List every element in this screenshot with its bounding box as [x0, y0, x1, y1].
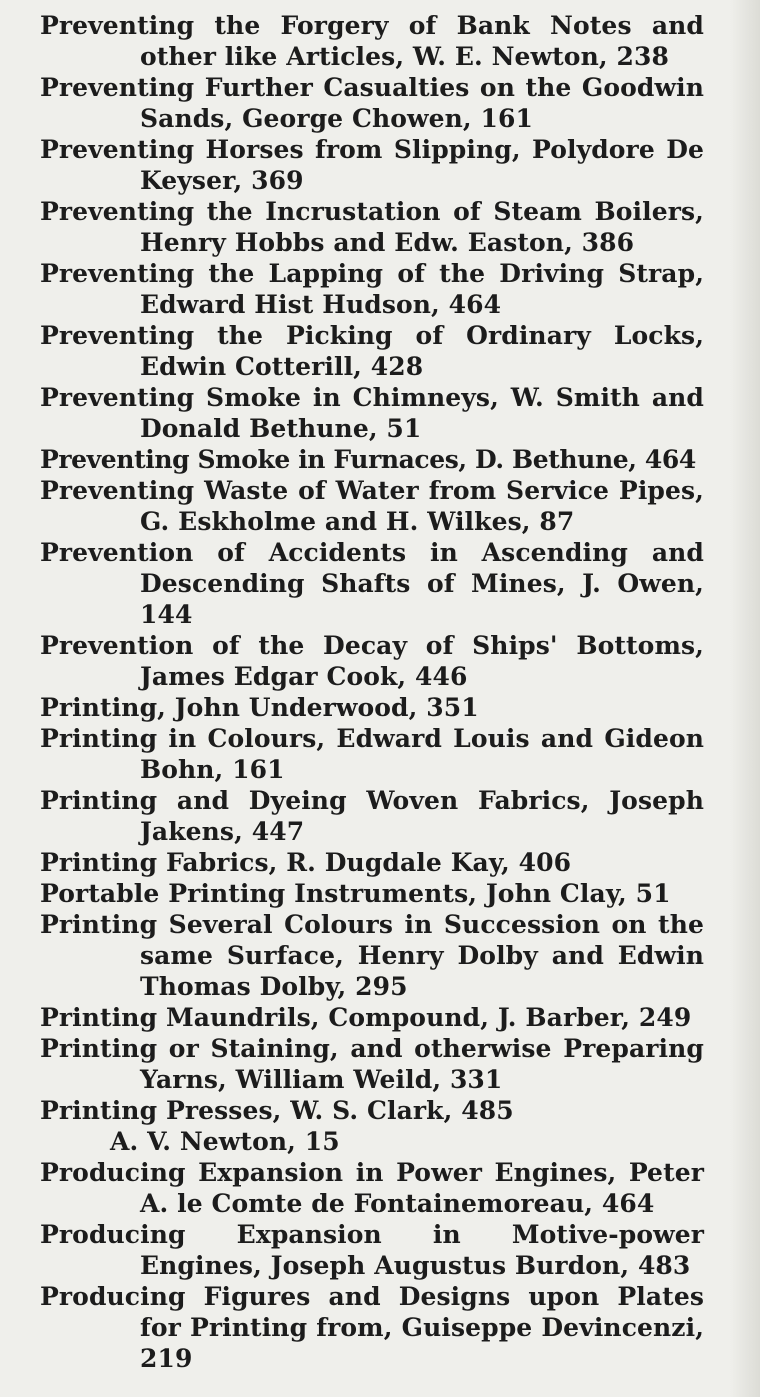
index-entry: Preventing the Picking of Ordinary Locks, Edwin Cotterill, 428 — [40, 321, 704, 381]
index-entry: Producing Expansion in Motive-power Engines, Joseph Augustus Burdon, 483 — [40, 1220, 704, 1280]
index-entry: Prevention of the Decay of Ships' Bottoms, James Edgar Cook, 446 — [40, 631, 704, 691]
index-entry: Printing and Dyeing Woven Fabrics, Joseph Jakens, 447 — [40, 786, 704, 846]
page-edge-shadow — [730, 0, 760, 1397]
index-entry: Preventing the Incrustation of Steam Boilers, Henry Hobbs and Edw. Easton, 386 — [40, 197, 704, 257]
index-entry: Portable Printing Instruments, John Clay, 51 — [40, 879, 671, 908]
index-entry: Preventing the Forgery of Bank Notes and other like Articles, W. E. Newton, 238 — [40, 11, 704, 71]
index-entry: Producing Figures and Designs upon Plates for Printing from, Guiseppe Devincenzi, 219 — [40, 1282, 704, 1373]
index-entry: Preventing Waste of Water from Service Pipes, G. Eskholme and H. Wilkes, 87 — [40, 476, 704, 536]
index-entry: Printing Several Colours in Succession on the same Surface, Henry Dolby and Edwin Thomas Dolby, 295 — [40, 910, 704, 1001]
index-entry: Preventing Horses from Slipping, Polydore De Keyser, 369 — [40, 135, 704, 195]
index-entry-continuation: A. V. Newton, 15 — [110, 1127, 340, 1156]
index-entry: Printing Maundrils, Compound, J. Barber, 249 — [40, 1003, 692, 1032]
index-entry: Producing Expansion in Power Engines, Peter A. le Comte de Fontainemoreau, 464 — [40, 1158, 704, 1218]
index-page — [40, 10, 704, 1374]
index-entry: Preventing Further Casualties on the Goodwin Sands, George Chowen, 161 — [40, 73, 704, 133]
index-entry: Printing Presses, W. S. Clark, 485 — [40, 1096, 514, 1125]
index-entry: Printing in Colours, Edward Louis and Gideon Bohn, 161 — [40, 724, 704, 784]
index-entry: Printing, John Underwood, 351 — [40, 693, 479, 722]
index-entry: Preventing the Lapping of the Driving Strap, Edward Hist Hudson, 464 — [40, 259, 704, 319]
index-entry: Preventing Smoke in Furnaces, D. Bethune, 464 — [40, 445, 696, 474]
index-entry: Preventing Smoke in Chimneys, W. Smith and Donald Bethune, 51 — [40, 383, 704, 443]
index-entry: Prevention of Accidents in Ascending and Descending Shafts of Mines, J. Owen, 144 — [40, 538, 704, 629]
index-entry: Printing or Staining, and otherwise Preparing Yarns, William Weild, 331 — [40, 1034, 704, 1094]
index-entry: Printing Fabrics, R. Dugdale Kay, 406 — [40, 848, 572, 877]
